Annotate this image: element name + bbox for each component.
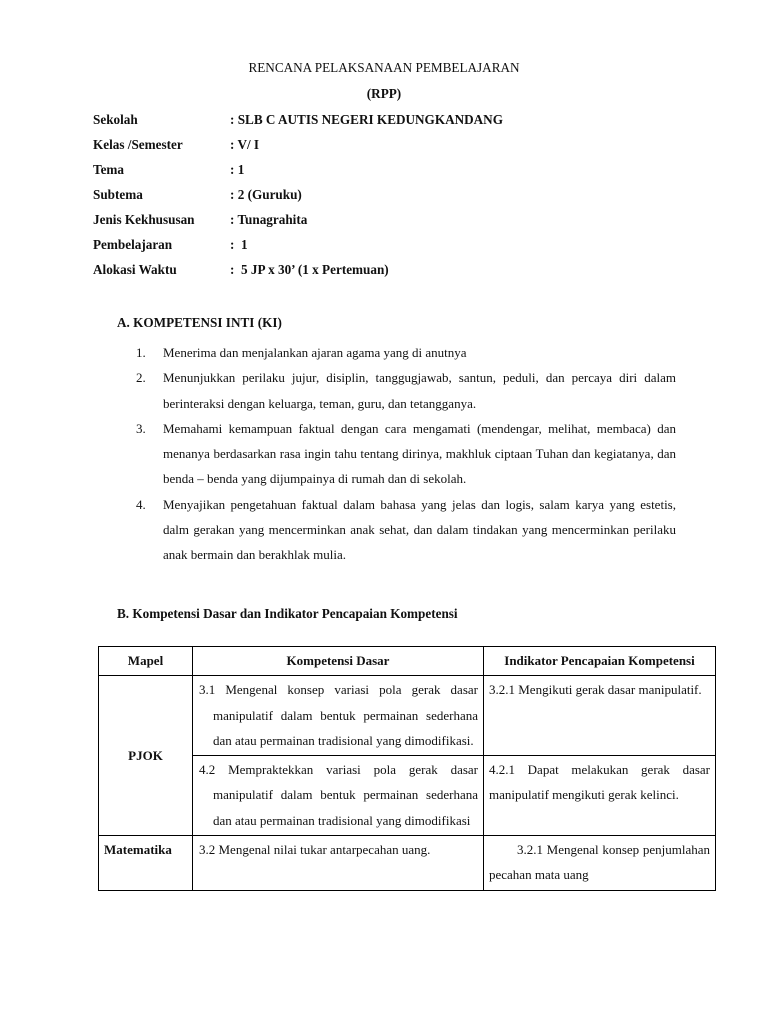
mapel-cell-matematika: Matematika	[99, 836, 193, 891]
header-kompetensi-dasar: Kompetensi Dasar	[193, 647, 484, 676]
list-text: Menyajikan pengetahuan faktual dalam bahasa yang jelas dan logis, salam karya yang estetis, dalm gerakan yang mencerminkan anak sehat, dan dalam tindakan yang mencerminkan perilaku anak bermain dan berakhlak mulia.	[163, 496, 676, 563]
meta-row-sekolah	[93, 111, 503, 136]
meta-value: : SLB C AUTIS NEGERI KEDUNGKANDANG	[230, 112, 503, 127]
meta-value: : 2 (Guruku)	[230, 187, 302, 202]
meta-label: Alokasi Waktu	[93, 262, 177, 277]
list-item	[136, 416, 676, 492]
indikator-cell: 3.2.1 Mengikuti gerak dasar manipulatif.	[484, 676, 716, 756]
kompetensi-table	[98, 646, 716, 891]
kd-cell: 3.2 Mengenal nilai tukar antarpecahan uang.	[193, 836, 484, 891]
document-subtitle: (RPP)	[366, 86, 402, 101]
list-number: 1.	[136, 345, 146, 360]
meta-value: : 1	[230, 237, 248, 252]
meta-row-tema	[93, 161, 503, 186]
table-row	[99, 676, 716, 756]
meta-row-pembelajaran	[93, 236, 503, 261]
list-text: Menerima dan menjalankan ajaran agama yang di anutnya	[163, 345, 467, 360]
list-text: Memahami kemampuan faktual dengan cara mengamati (mendengar, melihat, membaca) dan menanya berdasarkan rasa ingin tahu tentang dirinya, makhluk ciptaan Tuhan dan kegiatanya, dan benda – benda yang dijumpainya di rumah dan di sekolah.	[163, 420, 676, 487]
meta-label: Tema	[93, 162, 125, 177]
meta-value: : 5 JP x 30’ (1 x Pertemuan)	[230, 262, 389, 277]
list-number: 4.	[136, 496, 146, 512]
meta-label: Sekolah	[93, 112, 138, 127]
meta-row-kelas	[93, 136, 503, 161]
meta-value: : 1	[230, 162, 245, 177]
meta-label: Jenis Kekhususan	[93, 212, 195, 227]
kd-cell: 3.1 Mengenal konsep variasi pola gerak dasar manipulatif dalam bentuk permainan sederhana dan atau permainan tradisional yang dimodifikasi.	[193, 676, 484, 756]
list-item	[136, 365, 676, 416]
header-indikator: Indikator Pencapaian Kompetensi	[484, 647, 716, 676]
meta-row-alokasi	[93, 261, 503, 286]
identity-block	[93, 111, 503, 286]
indikator-cell: 3.2.1 Mengenal konsep penjumlahan pecahan mata uang	[484, 836, 716, 891]
kd-cell: 4.2 Mempraktekkan variasi pola gerak dasar manipulatif dalam bentuk permainan sederhana dan atau permainan tradisional yang dimodifikasi	[193, 756, 484, 836]
meta-row-kekhususan	[93, 211, 503, 236]
section-a-heading: A. KOMPETENSI INTI (KI)	[117, 315, 282, 330]
meta-value: : V/ I	[230, 137, 260, 152]
table-header-row	[99, 647, 716, 676]
document-title: RENCANA PELAKSANAAN PEMBELAJARAN	[248, 60, 520, 75]
list-text: Menunjukkan perilaku jujur, disiplin, tanggugjawab, santun, peduli, dan percaya diri dalam berinteraksi dengan keluarga, teman, guru, dan tetangganya.	[163, 370, 676, 411]
list-item	[136, 492, 676, 568]
meta-label: Kelas /Semester	[93, 137, 183, 152]
list-number: 3.	[136, 420, 146, 436]
meta-value: : Tunagrahita	[230, 212, 308, 227]
meta-label: Pembelajaran	[93, 237, 173, 252]
header-mapel: Mapel	[99, 647, 193, 676]
section-b-heading: B. Kompetensi Dasar dan Indikator Pencapaian Kompetensi	[117, 606, 458, 621]
list-number: 2.	[136, 370, 146, 386]
list-item	[136, 340, 676, 365]
indikator-cell: 4.2.1 Dapat melakukan gerak dasar manipulatif mengikuti gerak kelinci.	[484, 756, 716, 836]
kompetensi-inti-list	[136, 340, 676, 568]
meta-row-subtema	[93, 186, 503, 211]
meta-label: Subtema	[93, 187, 143, 202]
table-row	[99, 836, 716, 891]
mapel-cell-pjok: PJOK	[99, 676, 193, 836]
